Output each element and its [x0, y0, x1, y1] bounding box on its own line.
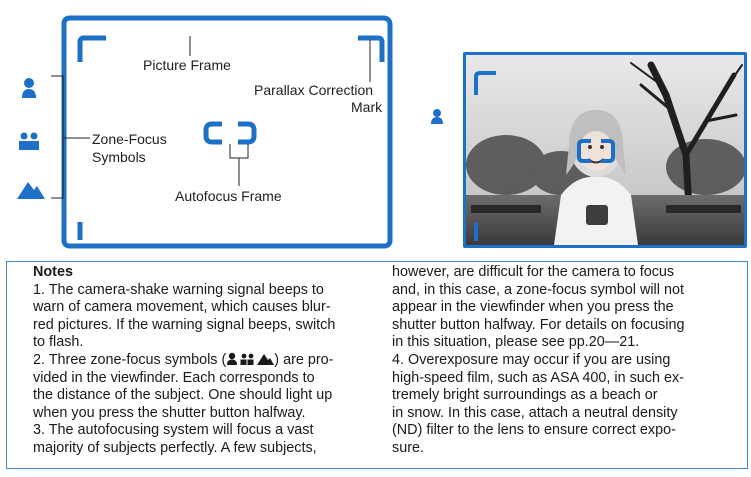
note-2-suffix: ) are pro- [274, 351, 334, 368]
mountain-icon [17, 182, 45, 199]
note-line: 3. The autofocusing system will focus a vast [33, 422, 314, 439]
note-line: (ND) filter to the lens to ensure correct expo- [392, 422, 676, 439]
group-icon-inline [241, 354, 254, 365]
notes-title: Notes [33, 264, 73, 280]
portrait-indicator-icon [431, 109, 443, 124]
group-icon [19, 133, 39, 151]
note-line: warn of camera movement, which causes blur- [33, 299, 331, 316]
parallax-label-line1: Parallax Correction [254, 82, 374, 98]
notes-left-column [33, 264, 373, 458]
note-line: 1. The camera-shake warning signal beeps to [33, 281, 324, 298]
portrait-icon-inline [227, 353, 237, 365]
note-line: in this situation, please see pp.20—21. [392, 334, 640, 351]
note-line: however, are difficult for the camera to focus [392, 264, 675, 280]
note-line: majority of subjects perfectly. A few subjects, [33, 439, 317, 456]
viewfinder-photo [463, 52, 747, 248]
note-line: and, in this case, a zone-focus symbol will not [392, 281, 684, 298]
zone-focus-label-line1: Zone-Focus [92, 131, 167, 147]
note-line: tremely bright surroundings as a beach or [392, 387, 658, 404]
notes-right-column [392, 264, 742, 458]
note-line: sure. [392, 439, 424, 456]
photo-illustration [466, 55, 744, 245]
note-line: when you press the shutter button halfway. [33, 404, 306, 421]
note-line: to flash. [33, 334, 84, 351]
autofocus-frame-label: Autofocus Frame [175, 188, 282, 204]
portrait-icon [22, 78, 36, 98]
autofocus-frame-left [206, 124, 222, 142]
picture-frame-corner-tl [80, 38, 106, 62]
note-line: appear in the viewfinder when you press the [392, 299, 674, 316]
autofocus-frame-right [238, 124, 254, 142]
zone-focus-symbols-inline [226, 352, 274, 366]
note-line: 4. Overexposure may occur if you are using [392, 351, 671, 368]
note-line: red pictures. If the warning signal beeps, switch [33, 316, 336, 333]
parallax-label-line2: Mark [351, 99, 383, 115]
note-line: high-speed film, such as ASA 400, in such ex- [392, 369, 684, 386]
zone-focus-label-line2: Symbols [92, 149, 146, 165]
note-2-first-line [33, 352, 373, 370]
note-line: in snow. In this case, attach a neutral density [392, 404, 678, 421]
note-line: the distance of the subject. One should light up [33, 387, 333, 404]
viewfinder-diagram [0, 0, 460, 260]
note-line: shutter button halfway. For details on focusing [392, 316, 685, 333]
mountain-icon-inline [257, 354, 274, 365]
picture-frame-label: Picture Frame [143, 57, 231, 73]
note-2-prefix: 2. Three zone-focus symbols ( [33, 351, 227, 368]
note-line: vided in the viewfinder. Each corresponds to [33, 369, 315, 386]
